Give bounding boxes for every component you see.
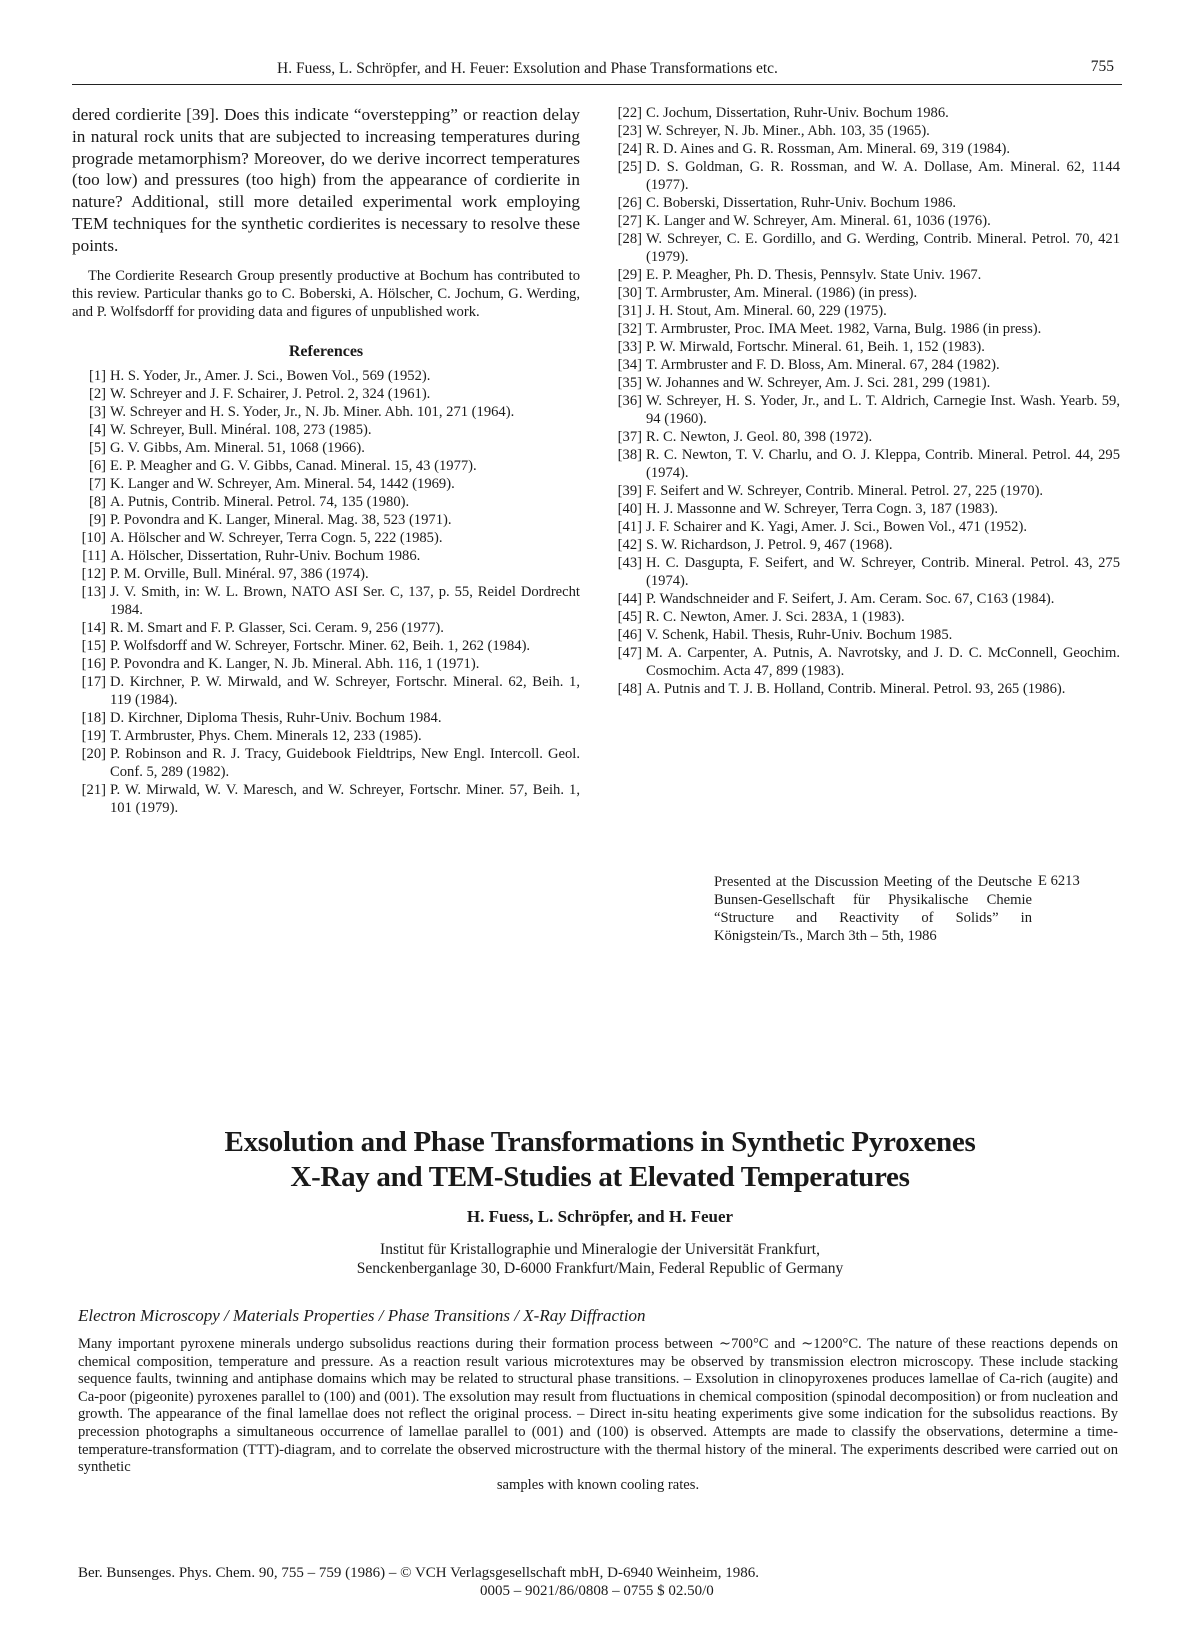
reference-number: [6]: [88, 457, 106, 474]
reference-number: [17]: [81, 673, 106, 690]
reference-item: [608, 122, 1120, 140]
reference-item: [608, 284, 1120, 302]
reference-text: T. Armbruster, Phys. Chem. Minerals 12, 233 (1985).: [110, 727, 422, 744]
reference-item: [608, 428, 1120, 446]
reference-number: [43]: [617, 555, 642, 571]
reference-text: T. Armbruster, Proc. IMA Meet. 1982, Varna, Bulg. 1986 (in press).: [646, 321, 1042, 337]
running-head-title: H. Fuess, L. Schröpfer, and H. Feuer: Exsolution and Phase Transformations etc.: [277, 60, 778, 77]
reference-text: A. Hölscher and W. Schreyer, Terra Cogn. 5, 222 (1985).: [110, 529, 443, 546]
reference-number: [36]: [617, 393, 642, 409]
reference-number: [35]: [617, 375, 642, 391]
affiliation-line-1: Institut für Kristallographie und Mineralogie der Universität Frankfurt,: [380, 1241, 820, 1258]
reference-number: [10]: [81, 529, 106, 546]
reference-item: [72, 475, 580, 493]
abstract: [78, 1336, 1118, 1494]
reference-item: [72, 493, 580, 511]
reference-number: [19]: [81, 727, 106, 744]
reference-number: [33]: [617, 339, 642, 355]
reference-item: [608, 644, 1120, 680]
reference-item: [608, 554, 1120, 590]
reference-text: F. Seifert and W. Schreyer, Contrib. Mineral. Petrol. 27, 225 (1970).: [646, 483, 1044, 499]
reference-text: P. Wolfsdorff and W. Schreyer, Fortschr. Miner. 62, Beih. 1, 262 (1984).: [110, 637, 531, 654]
reference-number: [13]: [81, 583, 106, 600]
footer: [78, 1564, 1118, 1600]
reference-text: T. Armbruster, Am. Mineral. (1986) (in press).: [646, 285, 918, 301]
reference-item: [608, 536, 1120, 554]
reference-number: [45]: [617, 609, 642, 625]
reference-text: W. Schreyer, C. E. Gordillo, and G. Werding, Contrib. Mineral. Petrol. 70, 421 (1979).: [646, 231, 1120, 265]
reference-item: [72, 439, 580, 457]
reference-number: [23]: [617, 123, 642, 139]
reference-number: [22]: [617, 105, 642, 121]
reference-text: K. Langer and W. Schreyer, Am. Mineral. 61, 1036 (1976).: [646, 213, 991, 229]
reference-number: [47]: [617, 645, 642, 661]
acknowledgement: The Cordierite Research Group presently productive at Bochum has contributed to this review. Particular thanks go to C. Boberski, A. Hölscher, C. Jochum, G. Werding, and P. Wolfsdorff for providing data and figures of unpublished work.: [72, 267, 580, 320]
body-paragraph: dered cordierite [39]. Does this indicate “overstepping” or reaction delay in natural rock units that are subjected to increasing temperatures during prograde metamorphism? Moreover, do we derive incorrect temperatures (too low) and pressures (too high) from the appearance of cordierite in nature? Additional, still more detailed experimental work employing TEM techniques for the synthetic cordierites is necessary to resolve these points.: [72, 105, 580, 255]
reference-item: [608, 320, 1120, 338]
reference-item: [72, 655, 580, 673]
reference-item: [608, 194, 1120, 212]
footer-issn: 0005 – 9021/86/0808 – 0755 $ 02.50/0: [480, 1583, 714, 1599]
reference-text: W. Schreyer, Bull. Minéral. 108, 273 (1985).: [110, 421, 372, 438]
reference-text: E. P. Meagher and G. V. Gibbs, Canad. Mineral. 15, 43 (1977).: [110, 457, 477, 474]
reference-item: [72, 709, 580, 727]
reference-item: [608, 482, 1120, 500]
reference-text: R. C. Newton, J. Geol. 80, 398 (1972).: [646, 429, 873, 445]
reference-item: [72, 781, 580, 817]
reference-number: [5]: [88, 439, 106, 456]
reference-text: T. Armbruster and F. D. Bloss, Am. Mineral. 67, 284 (1982).: [646, 357, 1000, 373]
reference-number: [39]: [617, 483, 642, 499]
abstract-text: Many important pyroxene minerals undergo subsolidus reactions during their formation process between ∼700°C and ∼1200°C. The nature of these reactions depends on chemical composition, temperature and pressure. As a reaction result various microtextures may be observed by transmission electron microscopy. These include stacking sequence faults, twinning and antiphase domains which may be related to structural phase transitions. – Exsolution in clinopyroxenes produces lamellae of Ca-rich (augite) and Ca-poor (pigeonite) pyroxenes parallel to (100) and (001). The exsolution may result from fluctuations in chemical composition (spinodal decomposition) or from nucleation and growth. The appearance of the final lamellae does not reflect the original process. – Direct in-situ heating experiments give some indication for the subsolidus reactions. By precession photographs a simultaneous occurrence of lamellae parallel to (001) and (100) is observed. Attempts are made to classify the observations, determine a time-temperature-transformation (TTT)-diagram, and to correlate the observed microstructure with the thermal history of the mineral. The experiments described were carried out on synthetic: [78, 1336, 1118, 1476]
reference-item: [72, 385, 580, 403]
reference-item: [608, 338, 1120, 356]
reference-text: W. Schreyer, N. Jb. Miner., Abh. 103, 35 (1965).: [646, 123, 930, 139]
reference-item: [608, 518, 1120, 536]
reference-number: [12]: [81, 565, 106, 582]
reference-text: E. P. Meagher, Ph. D. Thesis, Pennsylv. State Univ. 1967.: [646, 267, 982, 283]
reference-item: [608, 392, 1120, 428]
manuscript-number: E 6213: [1038, 873, 1080, 889]
reference-text: G. V. Gibbs, Am. Mineral. 51, 1068 (1966).: [110, 439, 365, 456]
reference-item: [608, 626, 1120, 644]
reference-text: W. Schreyer and J. F. Schairer, J. Petrol. 2, 324 (1961).: [110, 385, 431, 402]
reference-number: [30]: [617, 285, 642, 301]
title-line-2: X-Ray and TEM-Studies at Elevated Temperatures: [290, 1161, 910, 1193]
reference-item: [608, 104, 1120, 122]
reference-number: [38]: [617, 447, 642, 463]
reference-item: [72, 457, 580, 475]
reference-text: D. S. Goldman, G. R. Rossman, and W. A. Dollase, Am. Mineral. 62, 1144 (1977).: [646, 159, 1120, 193]
reference-text: D. Kirchner, Diploma Thesis, Ruhr-Univ. Bochum 1984.: [110, 709, 442, 726]
reference-item: [72, 421, 580, 439]
reference-list-left: [72, 367, 580, 817]
reference-text: J. V. Smith, in: W. L. Brown, NATO ASI Ser. C, 137, p. 55, Reidel Dordrecht 1984.: [110, 583, 580, 618]
reference-number: [25]: [617, 159, 642, 175]
reference-item: [72, 403, 580, 421]
reference-item: [608, 266, 1120, 284]
reference-item: [608, 680, 1120, 698]
reference-text: R. M. Smart and F. P. Glasser, Sci. Ceram. 9, 256 (1977).: [110, 619, 444, 636]
left-column: [72, 104, 580, 817]
reference-number: [1]: [88, 367, 106, 384]
reference-text: P. W. Mirwald, Fortschr. Mineral. 61, Beih. 1, 152 (1983).: [646, 339, 985, 355]
reference-item: [608, 608, 1120, 626]
reference-number: [26]: [617, 195, 642, 211]
references-heading: References: [288, 342, 364, 360]
article-title: [0, 1125, 1200, 1195]
reference-text: H. S. Yoder, Jr., Amer. J. Sci., Bowen Vol., 569 (1952).: [110, 367, 431, 384]
reference-item: [608, 158, 1120, 194]
reference-text: K. Langer and W. Schreyer, Am. Mineral. 54, 1442 (1969).: [110, 475, 455, 492]
reference-item: [72, 727, 580, 745]
reference-number: [14]: [81, 619, 106, 636]
reference-list-right: [608, 104, 1120, 698]
reference-item: [72, 367, 580, 385]
reference-text: W. Schreyer and H. S. Yoder, Jr., N. Jb. Miner. Abh. 101, 271 (1964).: [110, 403, 515, 420]
reference-text: J. H. Stout, Am. Mineral. 60, 229 (1975).: [646, 303, 887, 319]
reference-number: [28]: [617, 231, 642, 247]
reference-item: [72, 673, 580, 709]
reference-item: [72, 511, 580, 529]
reference-item: [72, 637, 580, 655]
reference-text: R. C. Newton, T. V. Charlu, and O. J. Kleppa, Contrib. Mineral. Petrol. 44, 295 (1974).: [646, 447, 1120, 481]
reference-number: [44]: [617, 591, 642, 607]
presentation-note: Presented at the Discussion Meeting of the Deutsche Bunsen-Gesellschaft für Physikalische Chemie “Structure and Reactivity of Solids” in Königstein/Ts., March 3th – 5th, 1986: [714, 874, 1032, 944]
reference-text: V. Schenk, Habil. Thesis, Ruhr-Univ. Bochum 1985.: [646, 627, 953, 643]
reference-number: [4]: [88, 421, 106, 438]
reference-number: [31]: [617, 303, 642, 319]
page-number: 755: [1090, 58, 1114, 75]
reference-number: [37]: [617, 429, 642, 445]
article-authors: H. Fuess, L. Schröpfer, and H. Feuer: [466, 1207, 734, 1226]
reference-text: W. Schreyer, H. S. Yoder, Jr., and L. T. Aldrich, Carnegie Inst. Wash. Yearb. 59, 94 (1960).: [646, 393, 1120, 427]
right-column: [608, 104, 1120, 698]
reference-number: [20]: [81, 745, 106, 762]
reference-item: [72, 745, 580, 781]
reference-item: [608, 302, 1120, 320]
reference-text: H. C. Dasgupta, F. Seifert, and W. Schreyer, Contrib. Mineral. Petrol. 43, 275 (1974).: [646, 555, 1120, 589]
keywords: Electron Microscopy / Materials Properties / Phase Transitions / X-Ray Diffraction: [78, 1306, 646, 1325]
reference-number: [46]: [617, 627, 642, 643]
title-line-1: Exsolution and Phase Transformations in Synthetic Pyroxenes: [224, 1126, 976, 1158]
reference-item: [608, 140, 1120, 158]
reference-number: [15]: [81, 637, 106, 654]
reference-number: [29]: [617, 267, 642, 283]
reference-text: P. Robinson and R. J. Tracy, Guidebook Fieldtrips, New Engl. Intercoll. Geol. Conf. 5, 289 (1982).: [110, 745, 580, 780]
reference-text: C. Jochum, Dissertation, Ruhr-Univ. Bochum 1986.: [646, 105, 949, 121]
reference-number: [41]: [617, 519, 642, 535]
reference-item: [72, 583, 580, 619]
reference-item: [608, 590, 1120, 608]
footer-citation: Ber. Bunsenges. Phys. Chem. 90, 755 – 759 (1986) – © VCH Verlagsgesellschaft mbH, D-6940 Weinheim, 1986.: [78, 1565, 759, 1581]
reference-text: P. M. Orville, Bull. Minéral. 97, 386 (1974).: [110, 565, 369, 582]
reference-text: P. Povondra and K. Langer, N. Jb. Mineral. Abh. 116, 1 (1971).: [110, 655, 480, 672]
reference-text: H. J. Massonne and W. Schreyer, Terra Cogn. 3, 187 (1983).: [646, 501, 998, 517]
reference-item: [608, 230, 1120, 266]
reference-text: W. Johannes and W. Schreyer, Am. J. Sci. 281, 299 (1981).: [646, 375, 991, 391]
reference-text: A. Putnis, Contrib. Mineral. Petrol. 74, 135 (1980).: [110, 493, 410, 510]
reference-text: J. F. Schairer and K. Yagi, Amer. J. Sci., Bowen Vol., 471 (1952).: [646, 519, 1027, 535]
reference-text: A. Putnis and T. J. B. Holland, Contrib. Mineral. Petrol. 93, 265 (1986).: [646, 681, 1066, 697]
reference-number: [24]: [617, 141, 642, 157]
reference-text: S. W. Richardson, J. Petrol. 9, 467 (1968).: [646, 537, 893, 553]
reference-text: C. Boberski, Dissertation, Ruhr-Univ. Bochum 1986.: [646, 195, 957, 211]
reference-item: [72, 547, 580, 565]
reference-text: R. D. Aines and G. R. Rossman, Am. Mineral. 69, 319 (1984).: [646, 141, 1011, 157]
reference-item: [608, 212, 1120, 230]
reference-number: [7]: [88, 475, 106, 492]
reference-number: [42]: [617, 537, 642, 553]
reference-text: P. W. Mirwald, W. V. Maresch, and W. Schreyer, Fortschr. Miner. 57, Beih. 1, 101 (1979).: [110, 781, 580, 816]
reference-number: [34]: [617, 357, 642, 373]
reference-text: A. Hölscher, Dissertation, Ruhr-Univ. Bochum 1986.: [110, 547, 421, 564]
affiliation: [0, 1240, 1200, 1278]
running-head: [72, 58, 1122, 85]
abstract-last-line: samples with known cooling rates.: [496, 1476, 700, 1493]
reference-number: [27]: [617, 213, 642, 229]
reference-number: [8]: [88, 493, 106, 510]
reference-item: [72, 565, 580, 583]
reference-item: [608, 356, 1120, 374]
reference-text: D. Kirchner, P. W. Mirwald, and W. Schreyer, Fortschr. Mineral. 62, Beih. 1, 119 (1984).: [110, 673, 580, 708]
affiliation-line-2: Senckenberganlage 30, D-6000 Frankfurt/Main, Federal Republic of Germany: [356, 1260, 844, 1277]
reference-number: [16]: [81, 655, 106, 672]
reference-number: [9]: [88, 511, 106, 528]
reference-number: [11]: [82, 547, 106, 564]
reference-number: [48]: [617, 681, 642, 697]
reference-number: [40]: [617, 501, 642, 517]
reference-item: [608, 374, 1120, 392]
reference-number: [32]: [617, 321, 642, 337]
reference-item: [608, 500, 1120, 518]
reference-number: [3]: [88, 403, 106, 420]
reference-item: [608, 446, 1120, 482]
reference-text: P. Povondra and K. Langer, Mineral. Mag. 38, 523 (1971).: [110, 511, 452, 528]
reference-number: [21]: [81, 781, 106, 798]
reference-item: [72, 619, 580, 637]
reference-text: P. Wandschneider and F. Seifert, J. Am. Ceram. Soc. 67, C163 (1984).: [646, 591, 1055, 607]
reference-number: [2]: [88, 385, 106, 402]
reference-text: M. A. Carpenter, A. Putnis, A. Navrotsky, and J. D. C. McConnell, Geochim. Cosmochim. Acta 47, 899 (1983).: [646, 645, 1120, 679]
reference-number: [18]: [81, 709, 106, 726]
reference-item: [72, 529, 580, 547]
reference-text: R. C. Newton, Amer. J. Sci. 283A, 1 (1983).: [646, 609, 905, 625]
